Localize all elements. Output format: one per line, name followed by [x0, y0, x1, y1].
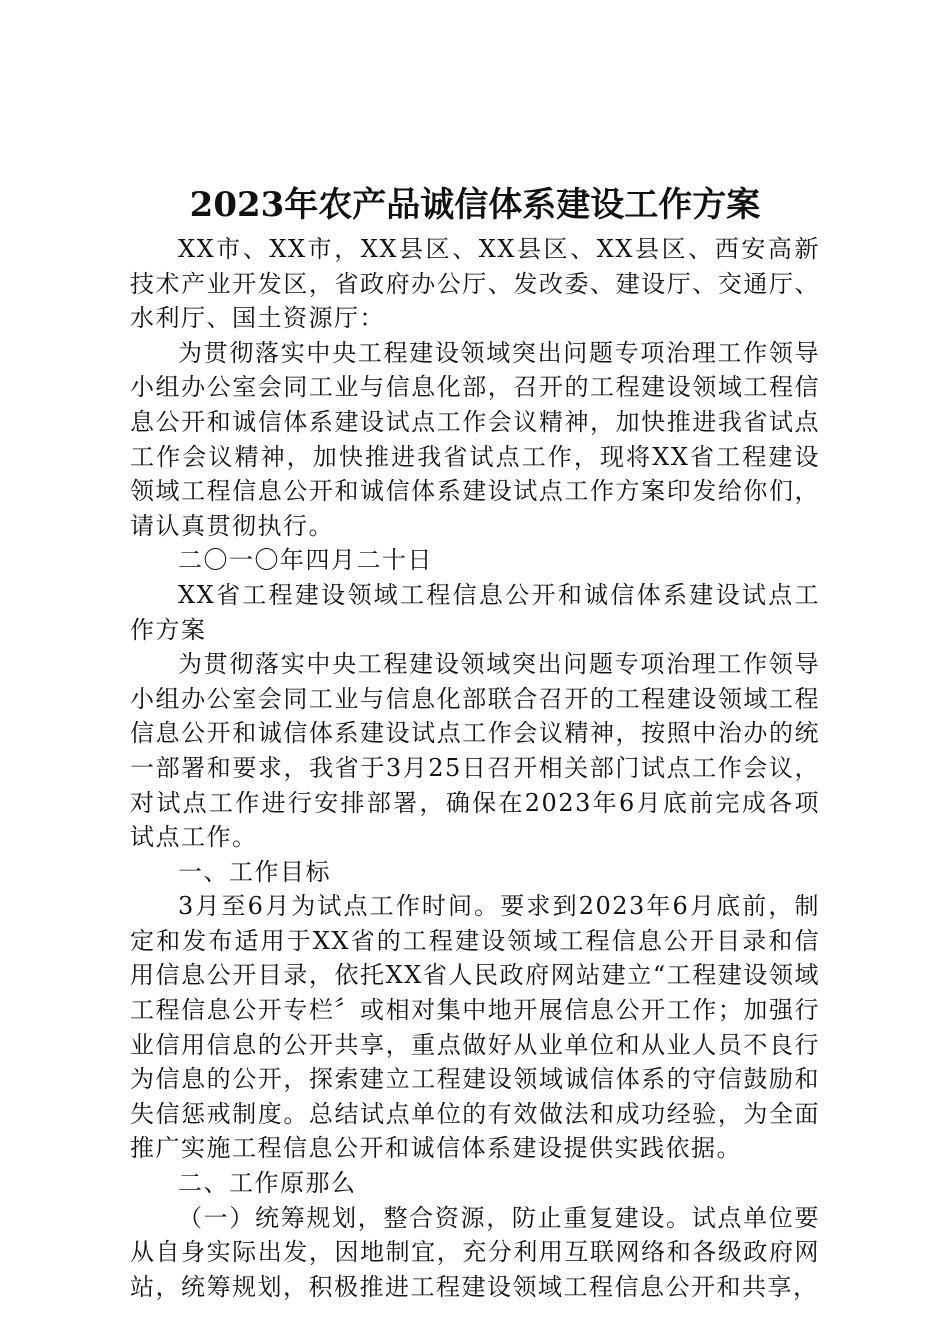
- document-title: 2023年农产品诚信体系建设工作方案: [189, 185, 761, 225]
- principle-one-paragraph: （一）统筹规划，整合资源，防止重复建设。试点单位要从自身实际出发，因地制宜，充分利用互联网络和各级政府网站，统筹规划，积极推进工程建设领域工程信息公开和共享，: [130, 1203, 820, 1301]
- goals-paragraph: 3月至6月为试点工作时间。要求到2023年6月底前，制定和发布适用于XX省的工程建设领域工程信息公开目录和信用信息公开目录，依托XX省人民政府网站建立“工程建设领域工程信息公开专栏〞或相对集中地开展信息公开工作；加强行业信用信息的公开共享，重点做好从业单位和从业人员不良行为信息的公开，探索建立工程建设领域诚信体系的守信鼓励和失信惩戒制度。总结试点单位的有效做法和成功经验，为全面推广实施工程信息公开和诚信体系建设提供实践依据。: [130, 892, 820, 1163]
- notice-paragraph: 为贯彻落实中央工程建设领域突出问题专项治理工作领导小组办公室会同工业与信息化部，召开的工程建设领域工程信息公开和诚信体系建设试点工作会议精神，加快推进我省试点工作会议精神，加快推进我省试点工作，现将XX省工程建设领域工程信息公开和诚信体系建设试点工作方案印发给你们，请认真贯彻执行。: [130, 338, 820, 540]
- section-heading-goals: 一、工作目标: [178, 857, 331, 886]
- section-heading-principles: 二、工作原那么: [178, 1169, 357, 1198]
- notice-date: 二〇一〇年四月二十日: [178, 546, 433, 575]
- addressee-paragraph: XX市、XX市，XX县区、XX县区、XX县区、西安高新技术产业开发区，省政府办公厅、发改委、建设厅、交通厅、水利厅、国土资源厅：: [130, 235, 820, 333]
- intro-paragraph: 为贯彻落实中央工程建设领域突出问题专项治理工作领导小组办公室会同工业与信息化部联合召开的工程建设领域工程信息公开和诚信体系建设试点工作会议精神，按照中治办的统一部署和要求，我省于3月25日召开相关部门试点工作会议，对试点工作进行安排部署，确保在2023年6月底前完成各项试点工作。: [130, 650, 820, 852]
- document-body: [130, 232, 820, 1304]
- plan-subtitle: XX省工程建设领域工程信息公开和诚信体系建设试点工作方案: [130, 580, 820, 644]
